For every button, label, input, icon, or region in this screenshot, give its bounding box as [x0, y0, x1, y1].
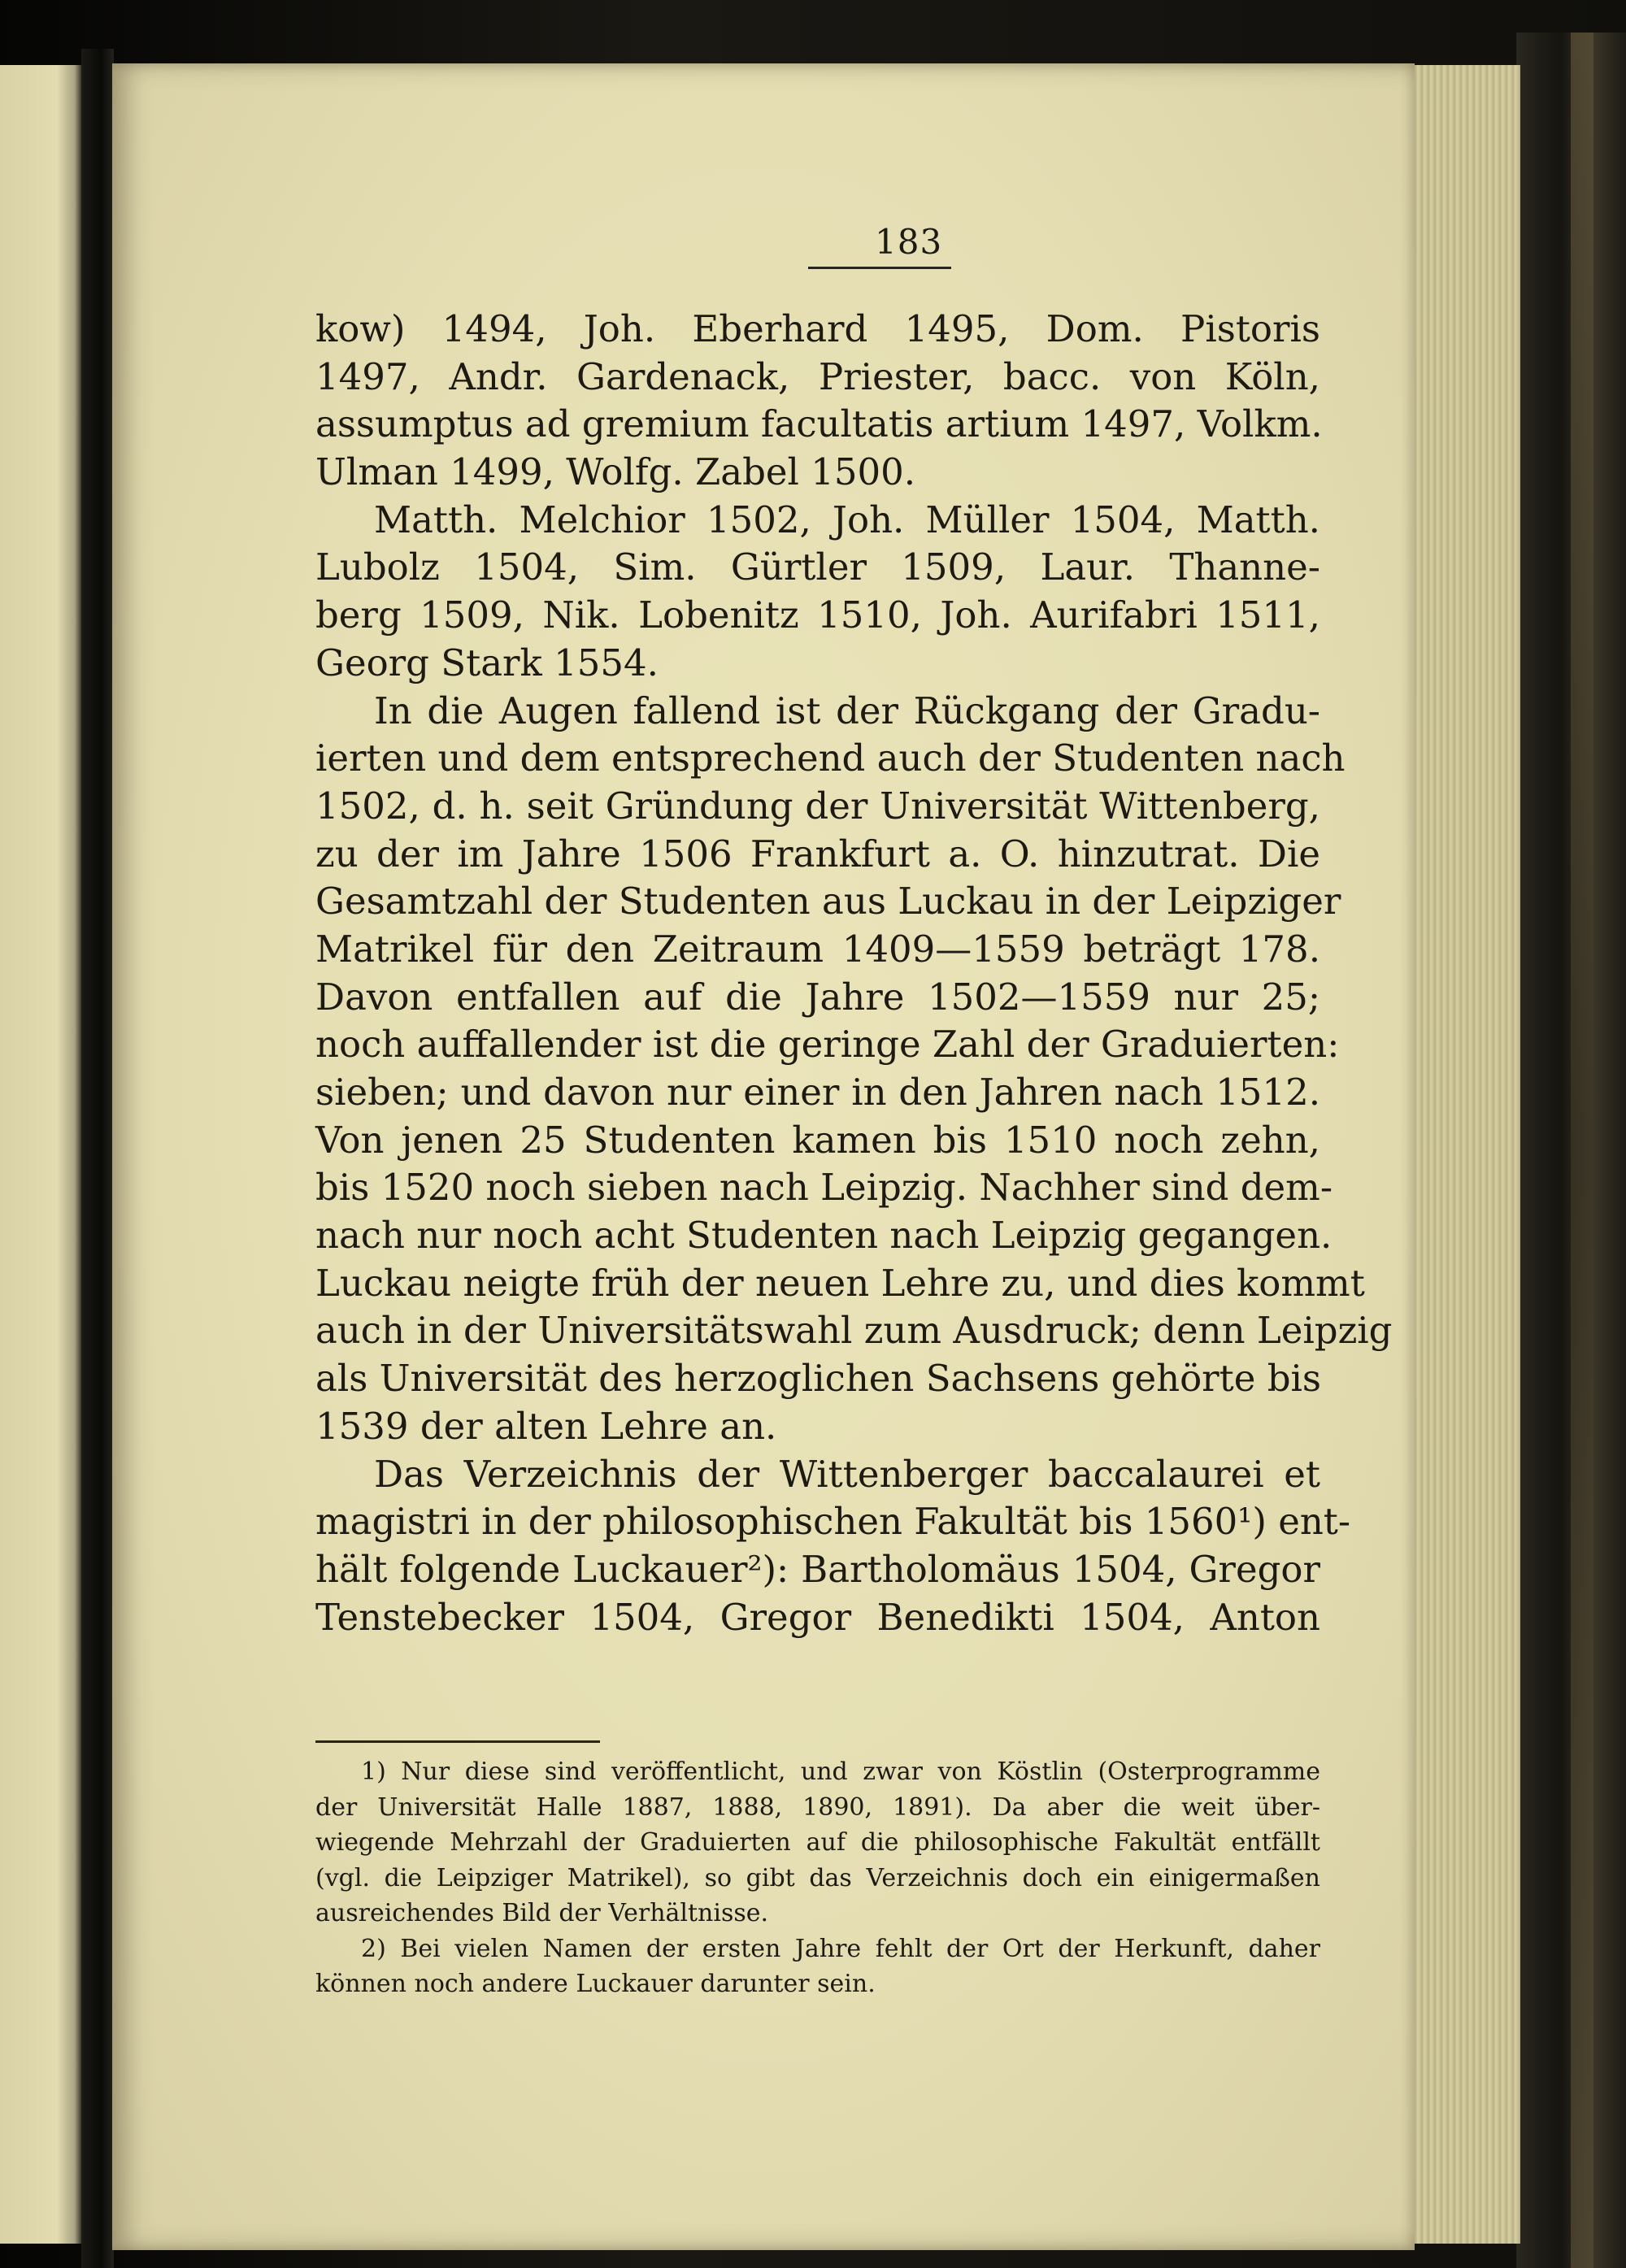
left-page-edge: [0, 65, 81, 2244]
footnote-line: ausreichendes Bild der Verhältnisse.: [315, 1899, 769, 1927]
footnote-rule: [315, 1740, 600, 1743]
footnote-line: wiegende Mehrzahl der Graduierten auf die philosophische Fakultät entfällt: [315, 1828, 1320, 1857]
text-line: Gesamtzahl der Studenten aus Luckau in der Leipziger: [315, 880, 1341, 923]
text-line: Matth. Melchior 1502, Joh. Müller 1504, Matth.: [374, 497, 1320, 541]
text-line: Luckau neigte früh der neuen Lehre zu, und dies kommt: [315, 1261, 1365, 1305]
text-line: Von jenen 25 Studenten kamen bis 1510 noch zehn,: [315, 1118, 1320, 1162]
page-number: 183: [875, 222, 943, 262]
text-line: 1539 der alten Lehre an.: [315, 1404, 777, 1448]
footnote-line: 1) Nur diese sind veröffentlicht, und zwar von Köstlin (Osterprogramme: [361, 1757, 1320, 1786]
text-line: Matrikel für den Zeitraum 1409—1559 beträgt 178.: [315, 927, 1320, 971]
text-line: Das Verzeichnis der Wittenberger baccalaurei et: [374, 1452, 1320, 1496]
text-line: berg 1509, Nik. Lobenitz 1510, Joh. Aurifabri 1511,: [315, 593, 1320, 637]
text-line: Tenstebecker 1504, Gregor Benedikti 1504, Anton: [315, 1595, 1320, 1639]
book-page: [112, 63, 1415, 2250]
text-line: 1497, Andr. Gardenack, Priester, bacc. von Köln,: [315, 354, 1320, 398]
footnote-line: (vgl. die Leipziger Matrikel), so gibt das Verzeichnis doch ein einigermaßen: [315, 1863, 1320, 1892]
text-line: assumptus ad gremium facultatis artium 1497, Volkm.: [315, 402, 1323, 446]
text-line: auch in der Universitätswahl zum Ausdruck; denn Leipzig: [315, 1309, 1393, 1353]
page-stack-edges: [1398, 65, 1520, 2244]
text-line: als Universität des herzoglichen Sachsens gehörte bis: [315, 1357, 1321, 1401]
cover-spine-stripe: [1571, 33, 1593, 2268]
text-line: nach nur noch acht Studenten nach Leipzig gegangen.: [315, 1214, 1333, 1258]
text-line: zu der im Jahre 1506 Frankfurt a. O. hinzutrat. Die: [315, 832, 1320, 875]
text-line: sieben; und davon nur einer in den Jahren nach 1512.: [315, 1071, 1320, 1114]
text-line: Lubolz 1504, Sim. Gürtler 1509, Laur. Thanne-: [315, 545, 1320, 589]
body-text: [315, 306, 1393, 1641]
header-rule: [808, 267, 951, 269]
footnote-line: können noch andere Luckauer darunter sein.: [315, 1970, 876, 1998]
text-line: Ulman 1499, Wolfg. Zabel 1500.: [315, 450, 916, 494]
text-line: In die Augen fallend ist der Rückgang der Gradu-: [374, 689, 1320, 732]
text-line: kow) 1494, Joh. Eberhard 1495, Dom. Pistoris: [315, 307, 1320, 350]
text-line: bis 1520 noch sieben nach Leipzig. Nachher sind dem-: [315, 1166, 1333, 1210]
text-line: Georg Stark 1554.: [315, 641, 659, 684]
text-line: ierten und dem entsprechend auch der Studenten nach: [315, 736, 1346, 780]
text-line: Davon entfallen auf die Jahre 1502—1559 nur 25;: [315, 975, 1320, 1019]
footnotes: [315, 1754, 1320, 2002]
text-line: noch auffallender ist die geringe Zahl der Graduierten:: [315, 1023, 1340, 1067]
text-line: magistri in der philosophischen Fakultät bis 1560¹) ent-: [315, 1500, 1351, 1544]
text-line: hält folgende Luckauer²): Bartholomäus 1504, Gregor: [315, 1547, 1320, 1591]
book-gutter: [81, 49, 114, 2268]
footnote-line: 2) Bei vielen Namen der ersten Jahre fehlt der Ort der Herkunft, daher: [361, 1934, 1320, 1963]
text-line: 1502, d. h. seit Gründung der Universität Wittenberg,: [315, 784, 1320, 828]
footnote-line: der Universität Halle 1887, 1888, 1890, 1891). Da aber die weit über-: [315, 1792, 1320, 1822]
